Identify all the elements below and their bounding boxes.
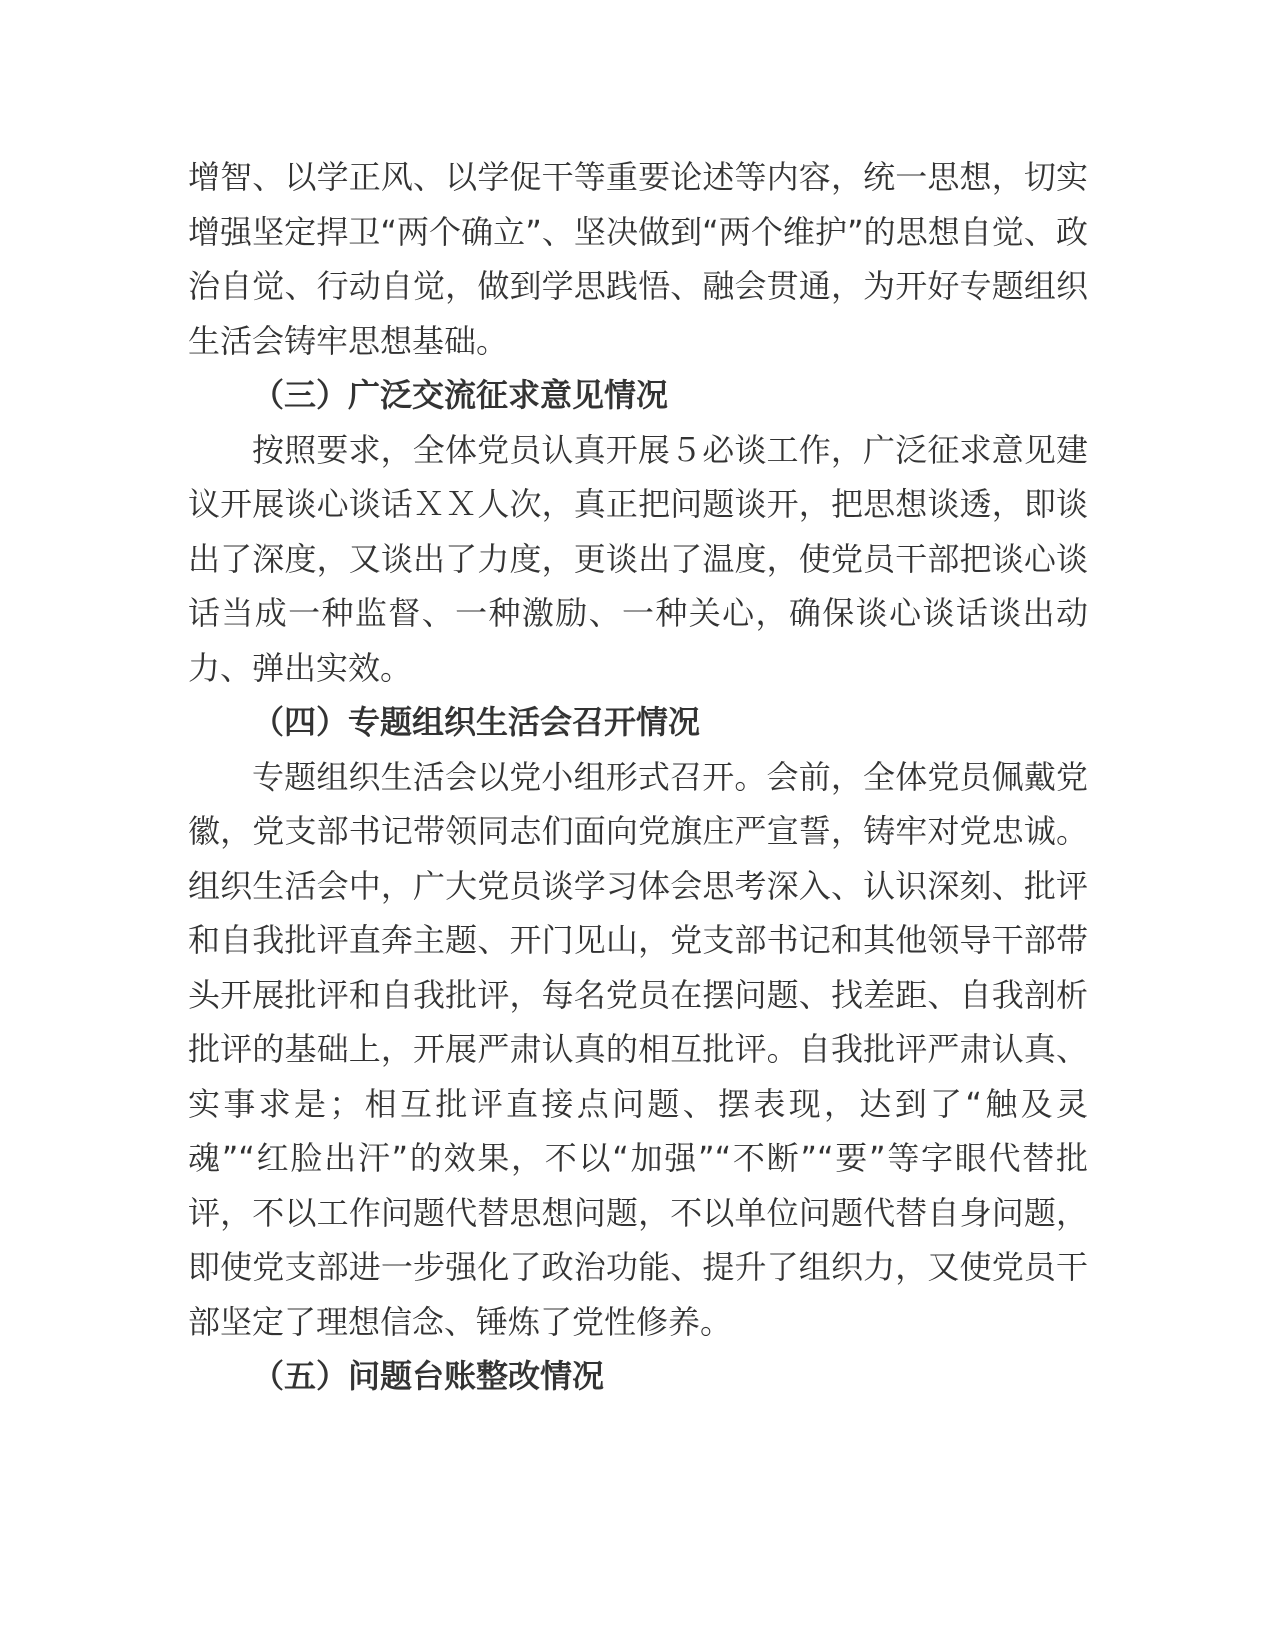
- paragraph-heart-talks: 按照要求，全体党员认真开展５必谈工作，广泛征求意见建议开展谈心谈话ＸＸ人次，真正把问题谈开，把思想谈透，即谈出了深度，又谈出了力度，更谈出了温度，使党员干部把谈心谈话当成一种监督、一种激励、一种关心，确保谈心谈话谈出动力、弹出实效。: [188, 430, 1088, 687]
- section-heading-5: （五）问题台账整改情况: [252, 1357, 605, 1395]
- section-heading-4: （四）专题组织生活会召开情况: [252, 703, 701, 741]
- paragraph-meeting-held: 专题组织生活会以党小组形式召开。会前，全体党员佩戴党徽，党支部书记带领同志们面向党旗庄严宣誓，铸牢对党忠诚。组织生活会中，广大党员谈学习体会思考深入、认识深刻、批评和自我批评直奔主题、开门见山，党支部书记和其他领导干部带头开展批评和自我批评，每名党员在摆问题、找差距、自我剖析批评的基础上，开展严肃认真的相互批评。自我批评严肃认真、实事求是；相互批评直接点问题、摆表现，达到了“触及灵魂”“红脸出汗”的效果，不以“加强”“不断”“要”等字眼代替批评，不以工作问题代替思想问题，不以单位问题代替自身问题，即使党支部进一步强化了政治功能、提升了组织力，又使党员干部坚定了理想信念、锤炼了党性修养。: [188, 757, 1088, 1341]
- document-body: [188, 150, 1088, 1404]
- section-heading-3: （三）广泛交流征求意见情况: [252, 376, 669, 414]
- paragraph-study-continued: 增智、以学正风、以学促干等重要论述等内容，统一思想，切实增强坚定捍卫“两个确立”、坚决做到“两个维护”的思想自觉、政治自觉、行动自觉，做到学思践悟、融会贯通，为开好专题组织生活会铸牢思想基础。: [188, 158, 1088, 360]
